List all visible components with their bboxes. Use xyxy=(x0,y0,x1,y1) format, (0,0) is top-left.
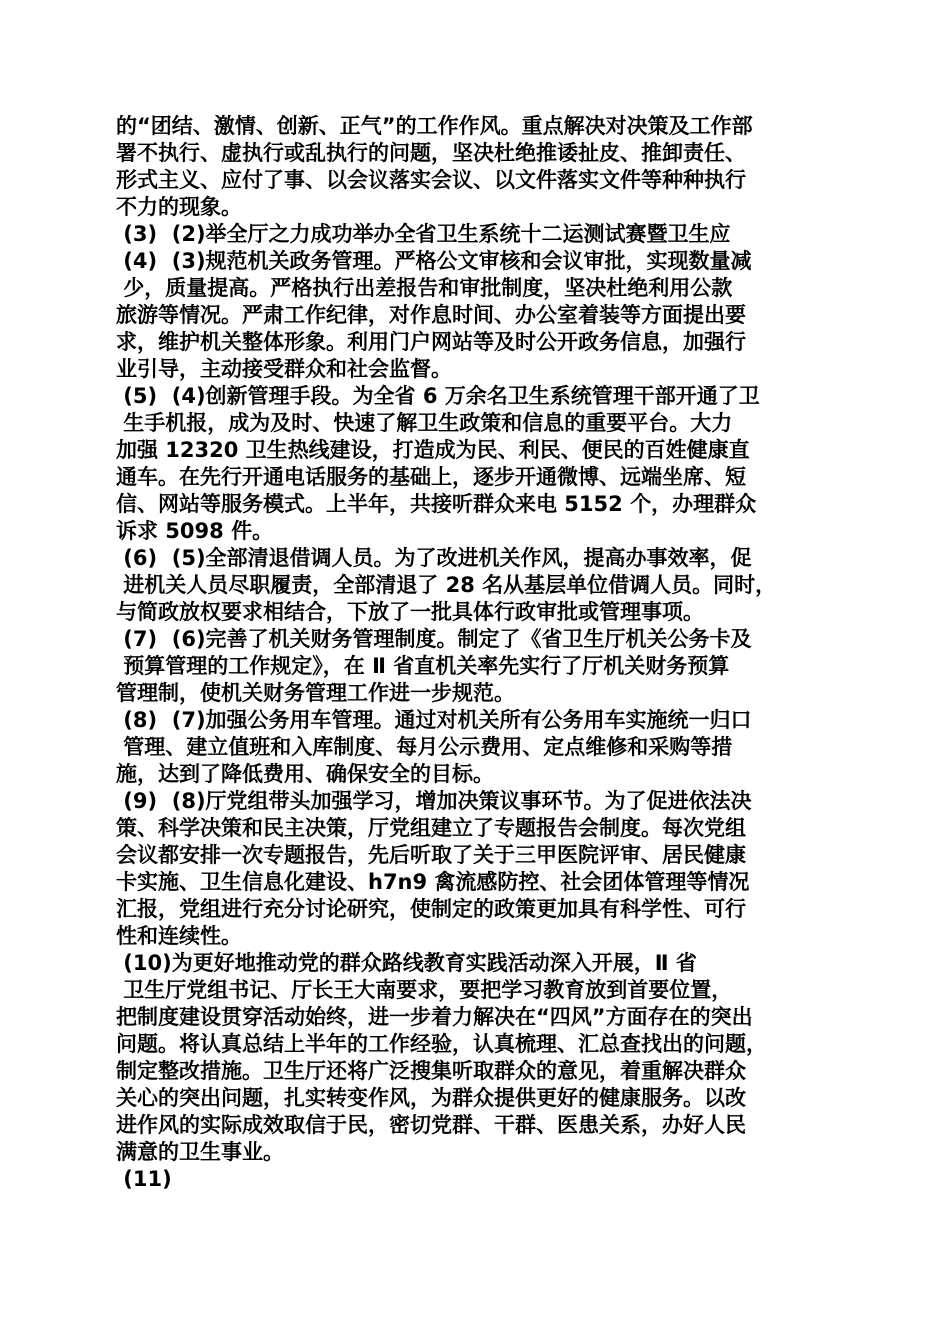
text-line: 进机关人员尽职履责，全部清退了 28 名从基层单位借调人员。同时， xyxy=(116,573,777,597)
text-line: 关心的突出问题，扎实转变作风，为群众提供更好的健康服务。以改 xyxy=(116,1086,746,1110)
text-line: 旅游等情况。严肃工作纪律，对作息时间、办公室着装等方面提出要 xyxy=(116,303,746,327)
text-line: 问题。将认真总结上半年的工作经验，认真梳理、汇总查找出的问题， xyxy=(116,1032,767,1056)
text-line: 汇报，党组进行充分讨论研究，使制定的政策更加具有科学性、可行 xyxy=(116,897,746,921)
text-line: 业引导，主动接受群众和社会监督。 xyxy=(116,357,452,381)
text-line: (4) (3)规范机关政务管理。严格公文审核和会议审批，实现数量减 xyxy=(116,249,752,273)
text-line: 会议都安排一次专题报告，先后听取了关于三甲医院评审、居民健康 xyxy=(116,843,746,867)
text-line: 卡实施、卫生信息化建设、h7n9 禽流感防控、社会团体管理等情况 xyxy=(116,870,750,894)
document-body xyxy=(116,113,846,1193)
text-line: (9) (8)厅党组带头加强学习，增加决策议事环节。为了促进依法决 xyxy=(116,789,752,813)
text-line: 管理、建立值班和入库制度、每月公示费用、定点维修和采购等措 xyxy=(116,735,733,759)
text-line: 把制度建设贯穿活动始终，进一步着力解决在“四风”方面存在的突出 xyxy=(116,1005,753,1029)
text-line: 施，达到了降低费用、确保安全的目标。 xyxy=(116,762,494,786)
text-line: 通车。在先行开通电话服务的基础上，逐步开通微博、远端坐席、短 xyxy=(116,465,746,489)
text-line: (3) (2)举全厅之力成功举办全省卫生系统十二运测试赛暨卫生应 xyxy=(116,222,731,246)
text-line: (11) xyxy=(116,1167,172,1191)
text-line: 性和连续性。 xyxy=(116,924,242,948)
text-line: 管理制，使机关财务管理工作进一步规范。 xyxy=(116,681,515,705)
text-line: 预算管理的工作规定》，在 Ⅱ 省直机关率先实行了厅机关财务预算 xyxy=(116,654,730,678)
text-line: 的“团结、激情、创新、正气”的工作作风。重点解决对决策及工作部 xyxy=(116,114,753,138)
text-line: 求，维护机关整体形象。利用门户网站等及时公开政务信息，加强行 xyxy=(116,330,746,354)
text-line: 不力的现象。 xyxy=(116,195,242,219)
text-line: 进作风的实际成效取信于民，密切党群、干群、医患关系，办好人民 xyxy=(116,1113,746,1137)
text-line: 与简政放权要求相结合，下放了一批具体行政审批或管理事项。 xyxy=(116,600,704,624)
text-line: (8) (7)加强公务用车管理。通过对机关所有公务用车实施统一归口 xyxy=(116,708,752,732)
text-line: 少，质量提高。严格执行出差报告和审批制度，坚决杜绝利用公款 xyxy=(116,276,733,300)
text-line: (10)为更好地推动党的群众路线教育实践活动深入开展，Ⅱ 省 xyxy=(116,951,697,975)
text-line: 满意的卫生事业。 xyxy=(116,1140,284,1164)
text-line: 加强 12320 卫生热线建设，打造成为民、利民、便民的百姓健康直 xyxy=(116,438,750,462)
text-line: 卫生厅党组书记、厅长王大南要求，要把学习教育放到首要位置， xyxy=(116,978,733,1002)
text-line: 策、科学决策和民主决策，厅党组建立了专题报告会制度。每次党组 xyxy=(116,816,746,840)
text-line: 形式主义、应付了事、以会议落实会议、以文件落实文件等种种执行 xyxy=(116,168,746,192)
text-line: 诉求 5098 件。 xyxy=(116,519,274,543)
text-line: (7) (6)完善了机关财务管理制度。制定了《省卫生厅机关公务卡及 xyxy=(116,627,752,651)
text-line: 署不执行、虚执行或乱执行的问题，坚决杜绝推诿扯皮、推卸责任、 xyxy=(116,141,746,165)
text-line: 信、网站等服务模式。上半年，共接听群众来电 5152 个，办理群众 xyxy=(116,492,757,516)
text-line: 生手机报，成为及时、快速了解卫生政策和信息的重要平台。大力 xyxy=(116,411,733,435)
text-line: 制定整改措施。卫生厅还将广泛搜集听取群众的意见，着重解决群众 xyxy=(116,1059,746,1083)
text-line: (6) (5)全部清退借调人员。为了改进机关作风，提高办事效率，促 xyxy=(116,546,752,570)
text-line: (5) (4)创新管理手段。为全省 6 万余名卫生系统管理干部开通了卫 xyxy=(116,384,760,408)
